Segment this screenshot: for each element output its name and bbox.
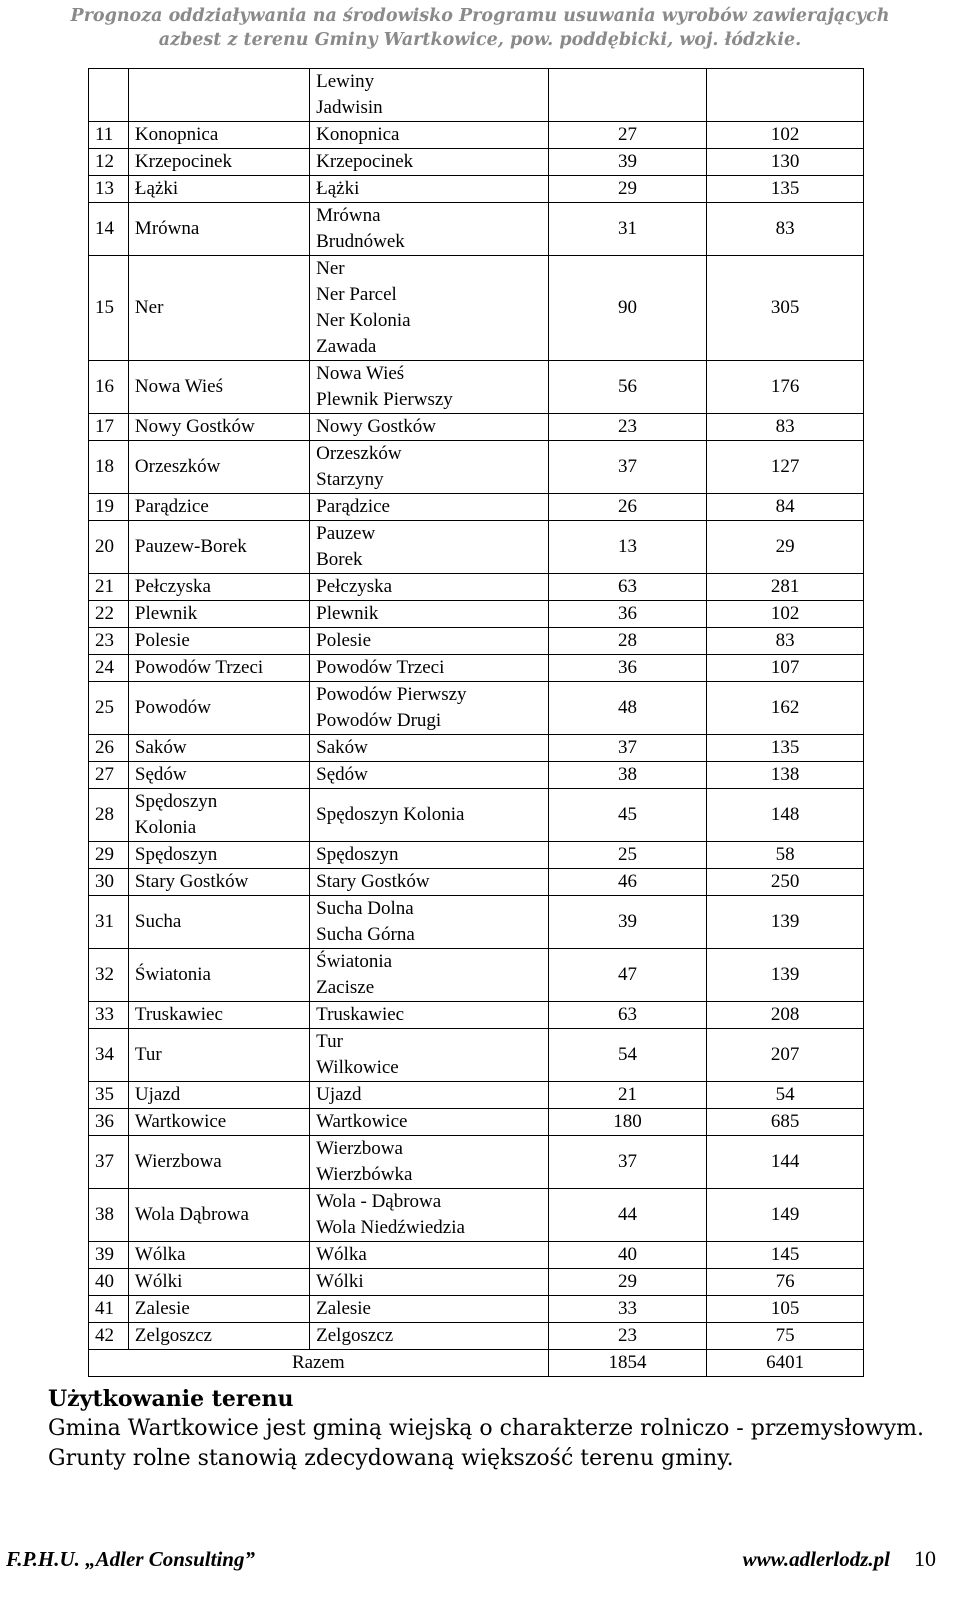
cell-no: 22 xyxy=(89,601,129,628)
cell-count-a: 29 xyxy=(548,176,707,203)
cell-places xyxy=(310,1082,549,1109)
cell-count-a: 39 xyxy=(548,896,707,949)
cell-count-b: 135 xyxy=(707,735,864,762)
cell-no: 40 xyxy=(89,1269,129,1296)
cell-count-a: 23 xyxy=(548,414,707,441)
cell-count-a: 26 xyxy=(548,494,707,521)
place-name: Powodów Drugi xyxy=(316,710,442,731)
table-row xyxy=(89,149,864,176)
table-row xyxy=(89,1029,864,1082)
table-row xyxy=(89,1136,864,1189)
total-count-b: 6401 xyxy=(707,1350,864,1377)
cell-places xyxy=(310,521,549,574)
cell-no: 24 xyxy=(89,655,129,682)
cell-count-a: 39 xyxy=(548,149,707,176)
cell-solectwo: Zelgoszcz xyxy=(128,1323,309,1350)
table-row xyxy=(89,789,864,842)
cell-no: 42 xyxy=(89,1323,129,1350)
table-row xyxy=(89,735,864,762)
cell-count-a: 37 xyxy=(548,1136,707,1189)
village-table-body xyxy=(89,69,864,1377)
section-line-1: Gmina Wartkowice jest gminą wiejską o charakterze rolniczo - przemysłowym. xyxy=(48,1416,925,1441)
cell-no: 18 xyxy=(89,441,129,494)
cell-solectwo: Sucha xyxy=(128,896,309,949)
cell-solectwo: Wólka xyxy=(128,1242,309,1269)
table-row xyxy=(89,601,864,628)
place-name: Brudnówek xyxy=(316,231,405,252)
place-name: Powodów Pierwszy xyxy=(316,684,467,705)
cell-solectwo: Światonia xyxy=(128,949,309,1002)
cell-count-a: 90 xyxy=(548,256,707,361)
table-row xyxy=(89,949,864,1002)
cell-solectwo: Parądzice xyxy=(128,494,309,521)
cell-count-b: 135 xyxy=(707,176,864,203)
table-row xyxy=(89,361,864,414)
cell-count-a: 56 xyxy=(548,361,707,414)
cell-no: 37 xyxy=(89,1136,129,1189)
cell-places xyxy=(310,601,549,628)
cell-no: 25 xyxy=(89,682,129,735)
cell-places xyxy=(310,414,549,441)
place-name: Łążki xyxy=(316,178,360,199)
cell-places xyxy=(310,1136,549,1189)
cell-places xyxy=(310,494,549,521)
cell-count-a: 31 xyxy=(548,203,707,256)
cell-no: 27 xyxy=(89,762,129,789)
page-number: 10 xyxy=(914,1546,936,1571)
place-name: Pauzew xyxy=(316,523,376,544)
cell-count-a: 180 xyxy=(548,1109,707,1136)
cell-no: 16 xyxy=(89,361,129,414)
cell-count-a: 44 xyxy=(548,1189,707,1242)
place-name: Saków xyxy=(316,737,368,758)
place-name: Mrówna xyxy=(316,205,381,226)
cell-no: 12 xyxy=(89,149,129,176)
place-name: Zawada xyxy=(316,336,377,357)
cell-no: 38 xyxy=(89,1189,129,1242)
cell-places xyxy=(310,176,549,203)
cell-places xyxy=(310,1029,549,1082)
place-name: Ner Parcel xyxy=(316,284,397,305)
cell-count-b: 176 xyxy=(707,361,864,414)
table-row xyxy=(89,628,864,655)
cell-no: 11 xyxy=(89,122,129,149)
cell-no: 13 xyxy=(89,176,129,203)
cell-count-a: 38 xyxy=(548,762,707,789)
cell-places xyxy=(310,869,549,896)
cell-solectwo: Plewnik xyxy=(128,601,309,628)
cell-count-a: 36 xyxy=(548,655,707,682)
place-name: Nowa Wieś xyxy=(316,363,405,384)
cell-count-a: 33 xyxy=(548,1296,707,1323)
page-header xyxy=(0,4,960,52)
cell-count-b: 162 xyxy=(707,682,864,735)
cell-places xyxy=(310,1242,549,1269)
cell-count-b: 84 xyxy=(707,494,864,521)
cell-solectwo: Pełczyska xyxy=(128,574,309,601)
place-name: Polesie xyxy=(316,630,372,651)
place-name: Starzyny xyxy=(316,469,384,490)
cell-count-a: 63 xyxy=(548,574,707,601)
cell-no: 32 xyxy=(89,949,129,1002)
total-count-a: 1854 xyxy=(548,1350,707,1377)
place-name: Parądzice xyxy=(316,496,390,517)
table-row xyxy=(89,574,864,601)
place-name: Tur xyxy=(316,1031,343,1052)
cell-count-a: 13 xyxy=(548,521,707,574)
table-row xyxy=(89,176,864,203)
cell-solectwo: Wierzbowa xyxy=(128,1136,309,1189)
cell-count-b: 127 xyxy=(707,441,864,494)
place-name: Borek xyxy=(316,549,363,570)
table-row xyxy=(89,1323,864,1350)
cell-places xyxy=(310,682,549,735)
place-name: Plewnik xyxy=(316,603,379,624)
section-title: Użytkowanie terenu xyxy=(48,1386,294,1412)
cell-count-a: 37 xyxy=(548,441,707,494)
place-name: Zalesie xyxy=(316,1298,371,1319)
cell-no: 20 xyxy=(89,521,129,574)
cell-count-a: 47 xyxy=(548,949,707,1002)
cell-no: 39 xyxy=(89,1242,129,1269)
table-row xyxy=(89,1082,864,1109)
cell-no: 36 xyxy=(89,1109,129,1136)
cell-count-b: 207 xyxy=(707,1029,864,1082)
cell-solectwo: Wartkowice xyxy=(128,1109,309,1136)
place-name: Spędoszyn xyxy=(316,844,399,865)
cell-places xyxy=(310,122,549,149)
cell-solectwo: Spędoszyn xyxy=(128,842,309,869)
cell-places xyxy=(310,361,549,414)
place-name: Stary Gostków xyxy=(316,871,430,892)
cell-places xyxy=(310,69,549,122)
cell-count-b: 83 xyxy=(707,203,864,256)
cell-places xyxy=(310,949,549,1002)
place-name: Wilkowice xyxy=(316,1057,399,1078)
cell-solectwo: Wola Dąbrowa xyxy=(128,1189,309,1242)
cell-places xyxy=(310,1269,549,1296)
cell-places xyxy=(310,441,549,494)
cell-count-a: 54 xyxy=(548,1029,707,1082)
cell-solectwo: Ujazd xyxy=(128,1082,309,1109)
cell-count-b: 58 xyxy=(707,842,864,869)
cell-places xyxy=(310,655,549,682)
cell-places xyxy=(310,842,549,869)
cell-count-a: 37 xyxy=(548,735,707,762)
place-name: Nowy Gostków xyxy=(316,416,436,437)
cell-count-b xyxy=(707,69,864,122)
cell-count-b: 305 xyxy=(707,256,864,361)
table-row xyxy=(89,441,864,494)
place-name: Sucha Górna xyxy=(316,924,415,945)
cell-solectwo: Sędów xyxy=(128,762,309,789)
cell-count-a: 27 xyxy=(548,122,707,149)
cell-count-a: 28 xyxy=(548,628,707,655)
table-row xyxy=(89,896,864,949)
place-name: Truskawiec xyxy=(316,1004,405,1025)
cell-solectwo: Polesie xyxy=(128,628,309,655)
place-name: Krzepocinek xyxy=(316,151,414,172)
cell-solectwo: Mrówna xyxy=(128,203,309,256)
table-row xyxy=(89,521,864,574)
cell-count-a: 46 xyxy=(548,869,707,896)
place-name: Wartkowice xyxy=(316,1111,408,1132)
cell-count-b: 281 xyxy=(707,574,864,601)
table-row xyxy=(89,655,864,682)
cell-count-a: 45 xyxy=(548,789,707,842)
table-row xyxy=(89,1242,864,1269)
cell-count-b: 148 xyxy=(707,789,864,842)
cell-solectwo: Krzepocinek xyxy=(128,149,309,176)
place-name: Wólka xyxy=(316,1244,367,1265)
cell-solectwo: Nowa Wieś xyxy=(128,361,309,414)
cell-count-a: 48 xyxy=(548,682,707,735)
table-row xyxy=(89,203,864,256)
cell-solectwo: Powodów xyxy=(128,682,309,735)
table-row xyxy=(89,682,864,735)
cell-places xyxy=(310,149,549,176)
cell-no: 30 xyxy=(89,869,129,896)
cell-count-b: 54 xyxy=(707,1082,864,1109)
page-footer xyxy=(6,1540,936,1572)
total-label: Razem xyxy=(89,1350,549,1377)
cell-count-b: 685 xyxy=(707,1109,864,1136)
cell-count-b: 139 xyxy=(707,896,864,949)
section-line-2: Grunty rolne stanowią zdecydowaną większość terenu gminy. xyxy=(48,1446,734,1471)
cell-count-a xyxy=(548,69,707,122)
cell-places xyxy=(310,628,549,655)
table-row-total xyxy=(89,1350,864,1377)
cell-places xyxy=(310,735,549,762)
cell-count-b: 130 xyxy=(707,149,864,176)
cell-places xyxy=(310,789,549,842)
cell-no: 23 xyxy=(89,628,129,655)
cell-places xyxy=(310,1296,549,1323)
place-name: Ner xyxy=(316,258,345,279)
cell-no: 31 xyxy=(89,896,129,949)
cell-solectwo: Truskawiec xyxy=(128,1002,309,1029)
cell-no: 33 xyxy=(89,1002,129,1029)
cell-no: 19 xyxy=(89,494,129,521)
place-name: Powodów Trzeci xyxy=(316,657,445,678)
cell-no: 15 xyxy=(89,256,129,361)
cell-count-a: 63 xyxy=(548,1002,707,1029)
cell-count-b: 149 xyxy=(707,1189,864,1242)
table-row xyxy=(89,1189,864,1242)
cell-no: 29 xyxy=(89,842,129,869)
cell-count-a: 23 xyxy=(548,1323,707,1350)
cell-count-b: 105 xyxy=(707,1296,864,1323)
table-row xyxy=(89,494,864,521)
land-use-section xyxy=(48,1384,948,1474)
place-name: Wierzbowa xyxy=(316,1138,403,1159)
table-row xyxy=(89,122,864,149)
cell-no: 35 xyxy=(89,1082,129,1109)
cell-solectwo: Konopnica xyxy=(128,122,309,149)
cell-no: 41 xyxy=(89,1296,129,1323)
cell-count-a: 36 xyxy=(548,601,707,628)
table-row xyxy=(89,256,864,361)
cell-solectwo: Wólki xyxy=(128,1269,309,1296)
cell-count-b: 250 xyxy=(707,869,864,896)
place-name: Sędów xyxy=(316,764,368,785)
place-name: Pełczyska xyxy=(316,576,393,597)
cell-count-b: 83 xyxy=(707,414,864,441)
cell-places xyxy=(310,896,549,949)
cell-solectwo: Nowy Gostków xyxy=(128,414,309,441)
cell-places xyxy=(310,1189,549,1242)
cell-count-a: 40 xyxy=(548,1242,707,1269)
cell-places xyxy=(310,574,549,601)
cell-solectwo: Stary Gostków xyxy=(128,869,309,896)
cell-count-b: 139 xyxy=(707,949,864,1002)
cell-solectwo: Saków xyxy=(128,735,309,762)
cell-count-b: 138 xyxy=(707,762,864,789)
table-row xyxy=(89,869,864,896)
place-name: Konopnica xyxy=(316,124,400,145)
table-row xyxy=(89,1109,864,1136)
cell-count-b: 102 xyxy=(707,122,864,149)
cell-count-b: 107 xyxy=(707,655,864,682)
table-row xyxy=(89,1269,864,1296)
cell-no: 34 xyxy=(89,1029,129,1082)
place-name: Spędoszyn Kolonia xyxy=(316,804,465,825)
cell-count-b: 102 xyxy=(707,601,864,628)
cell-no: 21 xyxy=(89,574,129,601)
cell-solectwo xyxy=(128,69,309,122)
cell-count-b: 75 xyxy=(707,1323,864,1350)
cell-count-b: 145 xyxy=(707,1242,864,1269)
cell-places xyxy=(310,762,549,789)
cell-count-b: 76 xyxy=(707,1269,864,1296)
place-name: Zacisze xyxy=(316,977,375,998)
table-row xyxy=(89,1296,864,1323)
place-name: Ujazd xyxy=(316,1084,362,1105)
cell-count-a: 29 xyxy=(548,1269,707,1296)
footer-company: F.P.H.U. „Adler Consulting” xyxy=(6,1547,255,1571)
cell-count-b: 29 xyxy=(707,521,864,574)
cell-solectwo: Pauzew-Borek xyxy=(128,521,309,574)
cell-solectwo: Ner xyxy=(128,256,309,361)
place-name: Ner Kolonia xyxy=(316,310,411,331)
village-table xyxy=(88,68,864,1377)
place-name: Plewnik Pierwszy xyxy=(316,389,453,410)
place-name: Wola - Dąbrowa xyxy=(316,1191,442,1212)
place-name: Wola Niedźwiedzia xyxy=(316,1217,465,1238)
cell-no: 26 xyxy=(89,735,129,762)
cell-solectwo: Łążki xyxy=(128,176,309,203)
place-name: Lewiny xyxy=(316,71,375,92)
cell-count-b: 208 xyxy=(707,1002,864,1029)
cell-no xyxy=(89,69,129,122)
cell-solectwo: Tur xyxy=(128,1029,309,1082)
cell-count-b: 144 xyxy=(707,1136,864,1189)
cell-no: 14 xyxy=(89,203,129,256)
place-name: Sucha Dolna xyxy=(316,898,414,919)
cell-solectwo: Spędoszyn Kolonia xyxy=(128,789,309,842)
cell-places xyxy=(310,256,549,361)
table-row-continuation xyxy=(89,69,864,122)
cell-count-b: 83 xyxy=(707,628,864,655)
cell-places xyxy=(310,1323,549,1350)
place-name: Wierzbówka xyxy=(316,1164,413,1185)
place-name: Zelgoszcz xyxy=(316,1325,394,1346)
place-name: Wólki xyxy=(316,1271,364,1292)
cell-no: 17 xyxy=(89,414,129,441)
cell-places xyxy=(310,1109,549,1136)
place-name: Światonia xyxy=(316,951,393,972)
cell-solectwo: Powodów Trzeci xyxy=(128,655,309,682)
cell-places xyxy=(310,203,549,256)
cell-count-a: 21 xyxy=(548,1082,707,1109)
cell-places xyxy=(310,1002,549,1029)
table-row xyxy=(89,762,864,789)
cell-solectwo: Orzeszków xyxy=(128,441,309,494)
header-line-2: azbest z terenu Gminy Wartkowice, pow. poddębicki, woj. łódzkie. xyxy=(158,30,802,50)
header-line-1: Prognoza oddziaływania na środowisko Programu usuwania wyrobów zawierających xyxy=(70,6,890,26)
footer-right xyxy=(743,1546,936,1572)
cell-no: 28 xyxy=(89,789,129,842)
cell-solectwo: Zalesie xyxy=(128,1296,309,1323)
table-row xyxy=(89,842,864,869)
footer-url[interactable]: www.adlerlodz.pl xyxy=(742,1547,890,1571)
cell-count-a: 25 xyxy=(548,842,707,869)
table-row xyxy=(89,414,864,441)
table-row xyxy=(89,1002,864,1029)
place-name: Jadwisin xyxy=(316,97,383,118)
place-name: Orzeszków xyxy=(316,443,402,464)
